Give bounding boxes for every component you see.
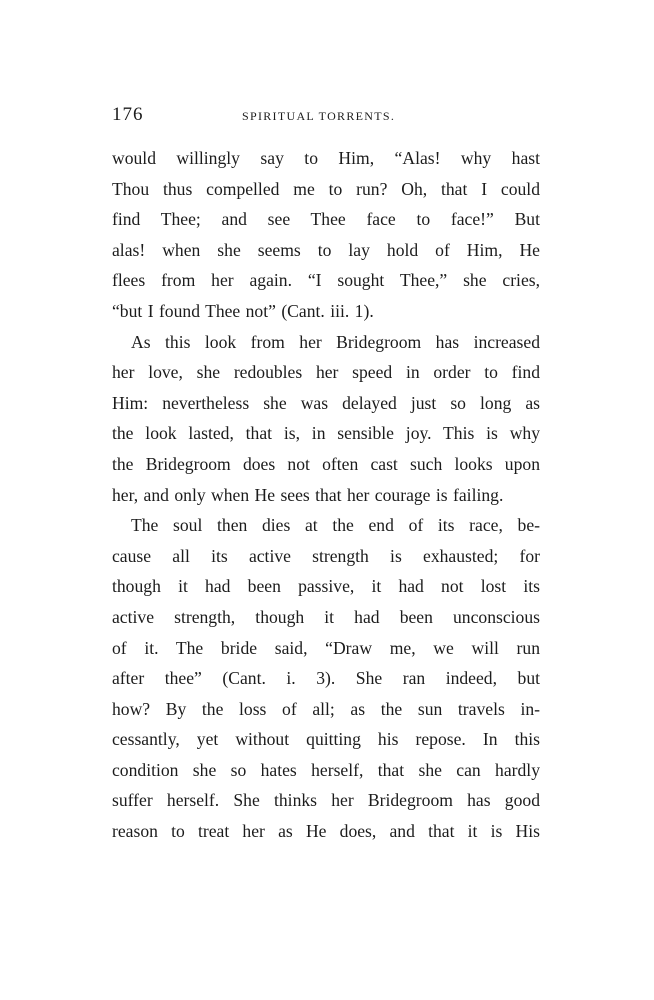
text-line: Him: nevertheless she was delayed just so long as <box>112 392 540 413</box>
text-line: suffer herself. She thinks her Bridegroom has good <box>112 790 540 811</box>
paragraph-start-line: As this look from her Bridegroom has increased <box>131 331 540 352</box>
text-line: cessantly, yet without quitting his repose. In this <box>112 729 540 750</box>
text-line: alas! when she seems to lay hold of Him, He <box>112 239 540 260</box>
text-line: “but I found Thee not” (Cant. iii. 1). <box>112 300 374 321</box>
text-line: find Thee; and see Thee face to face!” But <box>112 209 540 230</box>
running-head <box>112 104 540 128</box>
running-title: SPIRITUAL TORRENTS. <box>242 109 396 123</box>
text-line: though it had been passive, it had not lost its <box>112 576 540 597</box>
text-line: her, and only when He sees that her courage is failing. <box>112 484 504 505</box>
text-line: reason to treat her as He does, and that it is His <box>112 821 540 842</box>
text-line: the Bridegroom does not often cast such looks upon <box>112 453 540 474</box>
text-line: condition she so hates herself, that she can hardly <box>112 759 540 780</box>
text-line: after thee” (Cant. i. 3). She ran indeed, but <box>112 668 540 689</box>
text-line: her love, she redoubles her speed in order to find <box>112 362 540 383</box>
text-line: how? By the loss of all; as the sun travels in- <box>112 698 540 719</box>
text-line: flees from her again. “I sought Thee,” she cries, <box>112 270 540 291</box>
text-line: Thou thus compelled me to run? Oh, that I could <box>112 178 540 199</box>
text-line: active strength, though it had been unconscious <box>112 606 540 627</box>
page-number: 176 <box>112 104 144 125</box>
text-line: of it. The bride said, “Draw me, we will run <box>112 637 540 658</box>
text-line: the look lasted, that is, in sensible joy. This is why <box>112 423 540 444</box>
text-line: would willingly say to Him, “Alas! why hast <box>112 148 540 168</box>
paragraph-start-line: The soul then dies at the end of its race, be- <box>131 515 540 536</box>
body-text <box>112 143 540 847</box>
text-line: cause all its active strength is exhausted; for <box>112 545 540 566</box>
